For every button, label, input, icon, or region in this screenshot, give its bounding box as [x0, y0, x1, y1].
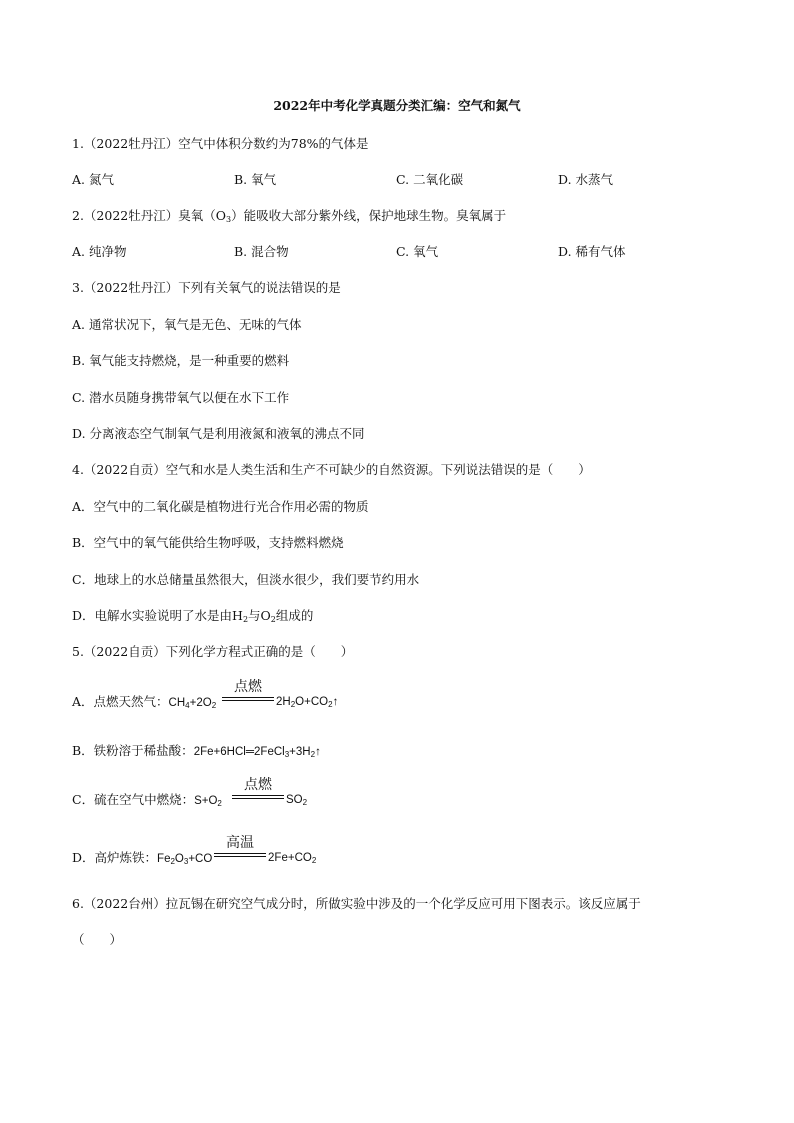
q5-option-d [72, 850, 212, 867]
q4-option-c: C．地球上的水总储量虽然很大，但淡水很少，我们要节约用水 [72, 572, 420, 587]
q2-option-a: A. 纯净物 [72, 244, 127, 259]
q3-option-a: A. 通常状况下，氧气是无色、无味的气体 [72, 317, 302, 332]
q4-option-b: B．空气中的氧气能供给生物呼吸，支持燃料燃烧 [72, 535, 344, 550]
q5-c-label: C．硫在空气中燃烧： [72, 792, 195, 807]
q5-d-products: $2Fe+CO_2$ [268, 852, 317, 865]
q5-b-equation: $2Fe+6HCl═2FeCl_3+3H_2↑$ [193, 746, 321, 759]
q5-d-equals-sign [214, 853, 266, 857]
question-5-stem: 5.（2022自贡）下列化学方程式正确的是（ ） [72, 644, 354, 659]
q5-option-a [72, 694, 216, 711]
q5-c-products: $SO_2$ [286, 794, 308, 807]
q2-stem-part-b: ）能吸收大部分紫外线，保护地球生物。臭氧属于 [231, 208, 507, 223]
q2-stem-part-a: 2.（2022牡丹江）臭氧（O [72, 208, 226, 223]
q3-option-d: D. 分离液态空气制氧气是利用液氮和液氧的沸点不同 [72, 426, 365, 441]
question-3-stem: 3.（2022牡丹江）下列有关氧气的说法错误的是 [72, 280, 341, 295]
q5-d-condition: 高温 [226, 834, 254, 850]
q1-option-b: B. 氧气 [234, 172, 277, 187]
q4-d-subscript-1: 2 [242, 615, 249, 624]
question-1-stem: 1.（2022牡丹江）空气中体积分数约为78%的气体是 [72, 136, 369, 151]
q4-d-part-b: 与O [248, 608, 271, 623]
q1-option-d: D. 水蒸气 [558, 172, 614, 187]
q5-option-c [72, 792, 222, 809]
q5-c-reactants: $S+O_2$ [194, 795, 222, 808]
q4-option-d [72, 608, 313, 624]
q3-option-b: B. 氧气能支持燃烧，是一种重要的燃料 [72, 353, 290, 368]
q5-d-label: D．高炉炼铁： [72, 850, 158, 865]
question-4-stem: 4.（2022自贡）空气和水是人类生活和生产不可缺少的自然资源。下列说法错误的是（ ） [72, 462, 591, 477]
q4-d-part-c: 组成的 [275, 608, 314, 623]
q4-d-part-a: D．电解水实验说明了水是由H [72, 608, 243, 623]
q2-stem-subscript: 3 [226, 215, 232, 224]
q1-option-a: A. 氮气 [72, 172, 114, 187]
question-2-stem [72, 208, 506, 224]
q4-option-a: A．空气中的二氧化碳是植物进行光合作用必需的物质 [72, 499, 369, 514]
q4-d-subscript-2: 2 [270, 615, 276, 624]
page-title: 2022年中考化学真题分类汇编：空气和氮气 [273, 98, 521, 113]
q5-b-label: B．铁粉溶于稀盐酸： [72, 743, 194, 758]
q5-a-products: $2H_2O+CO_2↑$ [276, 696, 339, 709]
q5-a-reactants: $CH_4+2O_2$ [168, 697, 217, 710]
q5-a-condition: 点燃 [234, 678, 262, 694]
q5-a-equals-sign [222, 697, 274, 701]
q5-c-condition: 点燃 [244, 776, 272, 792]
q1-option-c: C. 二氧化碳 [396, 172, 464, 187]
q2-option-b: B. 混合物 [234, 244, 289, 259]
q5-d-reactants: $Fe_2O_3+CO$ [157, 853, 213, 866]
q6-answer-paren: （ ） [72, 932, 123, 947]
q2-option-c: C. 氧气 [396, 244, 439, 259]
q3-option-c: C. 潜水员随身携带氧气以便在水下工作 [72, 390, 290, 405]
q2-option-d: D. 稀有气体 [558, 244, 626, 259]
q5-a-label: A．点燃天然气： [72, 694, 169, 709]
q5-c-equals-sign [232, 795, 284, 799]
q5-option-b [72, 743, 321, 760]
question-6-stem: 6.（2022台州）拉瓦锡在研究空气成分时，所做实验中涉及的一个化学反应可用下图表示。该反应属于 [72, 896, 641, 911]
